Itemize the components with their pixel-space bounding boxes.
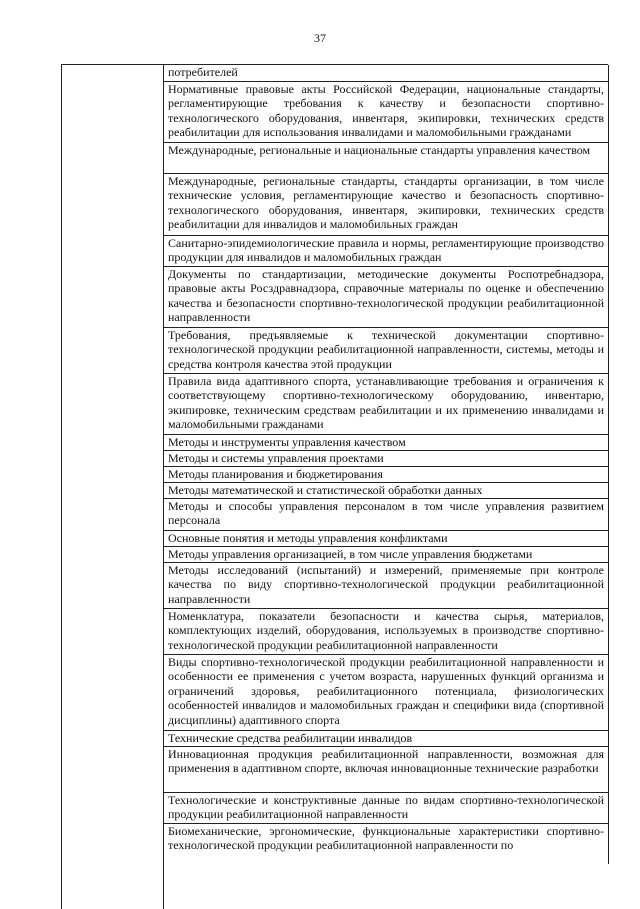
table-left-column bbox=[62, 65, 164, 909]
row-text: Требования, предъявляемые к технической документации спортивно-технологической продукции реабилитационной направленности, системы, методы и средства контроля качества этой продукции bbox=[168, 328, 604, 371]
table-row bbox=[164, 747, 609, 793]
row-text: Виды спортивно-технологической продукции реабилитационной направленности и особенности ее применения с учетом возраста, нарушенных функций организма и ограничений здоровья, реабилитационного потенциала, физиологических особенностей инвалидов и маломобильных граждан и специфики вида (спортивной дисциплины) адаптивного спорта bbox=[168, 655, 604, 727]
table-row bbox=[164, 483, 609, 499]
row-text: потребителей bbox=[168, 65, 238, 79]
row-text: Документы по стандартизации, методические документы Роспотребнадзора, правовые акты Росздравнадзора, справочные материалы по оценке и обеспечению качества и безопасности спортивно-технологической продукции реабилитационной направленности bbox=[168, 267, 604, 325]
table-row bbox=[164, 82, 609, 143]
table-row bbox=[164, 328, 609, 374]
table-row bbox=[164, 731, 609, 747]
table-row bbox=[164, 609, 609, 655]
row-text: Нормативные правовые акты Российской Федерации, национальные стандарты, регламентирующие требования к качеству и безопасности спортивно-технологического оборудования, инвентаря, экипировки, технических средств реабилитации для использования инвалидами и маломобильными гражданами bbox=[168, 82, 604, 140]
table-rows bbox=[164, 65, 609, 864]
row-text: Правила вида адаптивного спорта, устанавливающие требования и ограничения к соответствующему спортивно-технологическому оборудованию, инвентарю, экипировке, техническим средствам реабилитации и их применению инвалидами и маломобильными гражданами bbox=[168, 374, 604, 432]
page-number: 37 bbox=[314, 31, 326, 45]
row-text: Методы математической и статистической обработки данных bbox=[168, 483, 483, 497]
table-row bbox=[164, 793, 609, 824]
table-row bbox=[164, 65, 609, 82]
row-text: Биомеханические, эргономические, функциональные характеристики спортивно-технологической продукции реабилитационной направленности по bbox=[168, 824, 604, 853]
row-text: Методы планирования и бюджетирования bbox=[168, 467, 383, 481]
table-row bbox=[164, 435, 609, 451]
table-row bbox=[164, 174, 609, 236]
row-text: Инновационная продукция реабилитационной направленности, возможная для применения в адаптивном спорте, включая инновационные технические разработки bbox=[168, 747, 604, 776]
row-text: Методы управления организацией, в том числе управления бюджетами bbox=[168, 547, 533, 561]
row-text: Методы и системы управления проектами bbox=[168, 451, 384, 465]
row-text: Основные понятия и методы управления конфликтами bbox=[168, 531, 448, 545]
table-row bbox=[164, 236, 609, 267]
row-text: Методы и инструменты управления качеством bbox=[168, 435, 406, 449]
row-text: Методы и способы управления персоналом в том числе управления развитием персонала bbox=[168, 499, 604, 528]
table-row bbox=[164, 499, 609, 531]
table-row bbox=[164, 467, 609, 483]
table-row bbox=[164, 143, 609, 174]
requirements-table bbox=[61, 64, 608, 909]
row-text: Международные, региональные стандарты, стандарты организации, в том числе технические условия, регламентирующие качество и безопасность спортивно-технологического оборудования, инвентаря, экипировки, технических средств реабилитации для инвалидов и маломобильных граждан bbox=[168, 174, 604, 232]
row-text: Санитарно-эпидемиологические правила и нормы, регламентирующие производство продукции для инвалидов и маломобильных граждан bbox=[168, 236, 604, 265]
row-text: Технические средства реабилитации инвалидов bbox=[168, 731, 413, 745]
table-row bbox=[164, 374, 609, 435]
table-row bbox=[164, 531, 609, 547]
table-row bbox=[164, 267, 609, 328]
row-text: Технологические и конструктивные данные по видам спортивно-технологической продукции реабилитационной направленности bbox=[168, 793, 604, 822]
row-text: Методы исследований (испытаний) и измерений, применяемые при контроле качества по виду спортивно-технологической продукции реабилитационной направленности bbox=[168, 563, 604, 606]
row-text: Номенклатура, показатели безопасности и качества сырья, материалов, комплектующих изделий, оборудования, используемых в производстве спортивно-технологической продукции реабилитационной направленности bbox=[168, 609, 604, 652]
table-row bbox=[164, 547, 609, 563]
table-row bbox=[164, 824, 609, 864]
table-row bbox=[164, 451, 609, 467]
row-text: Международные, региональные и национальные стандарты управления качеством bbox=[168, 143, 591, 157]
table-row bbox=[164, 563, 609, 609]
table-row bbox=[164, 655, 609, 731]
